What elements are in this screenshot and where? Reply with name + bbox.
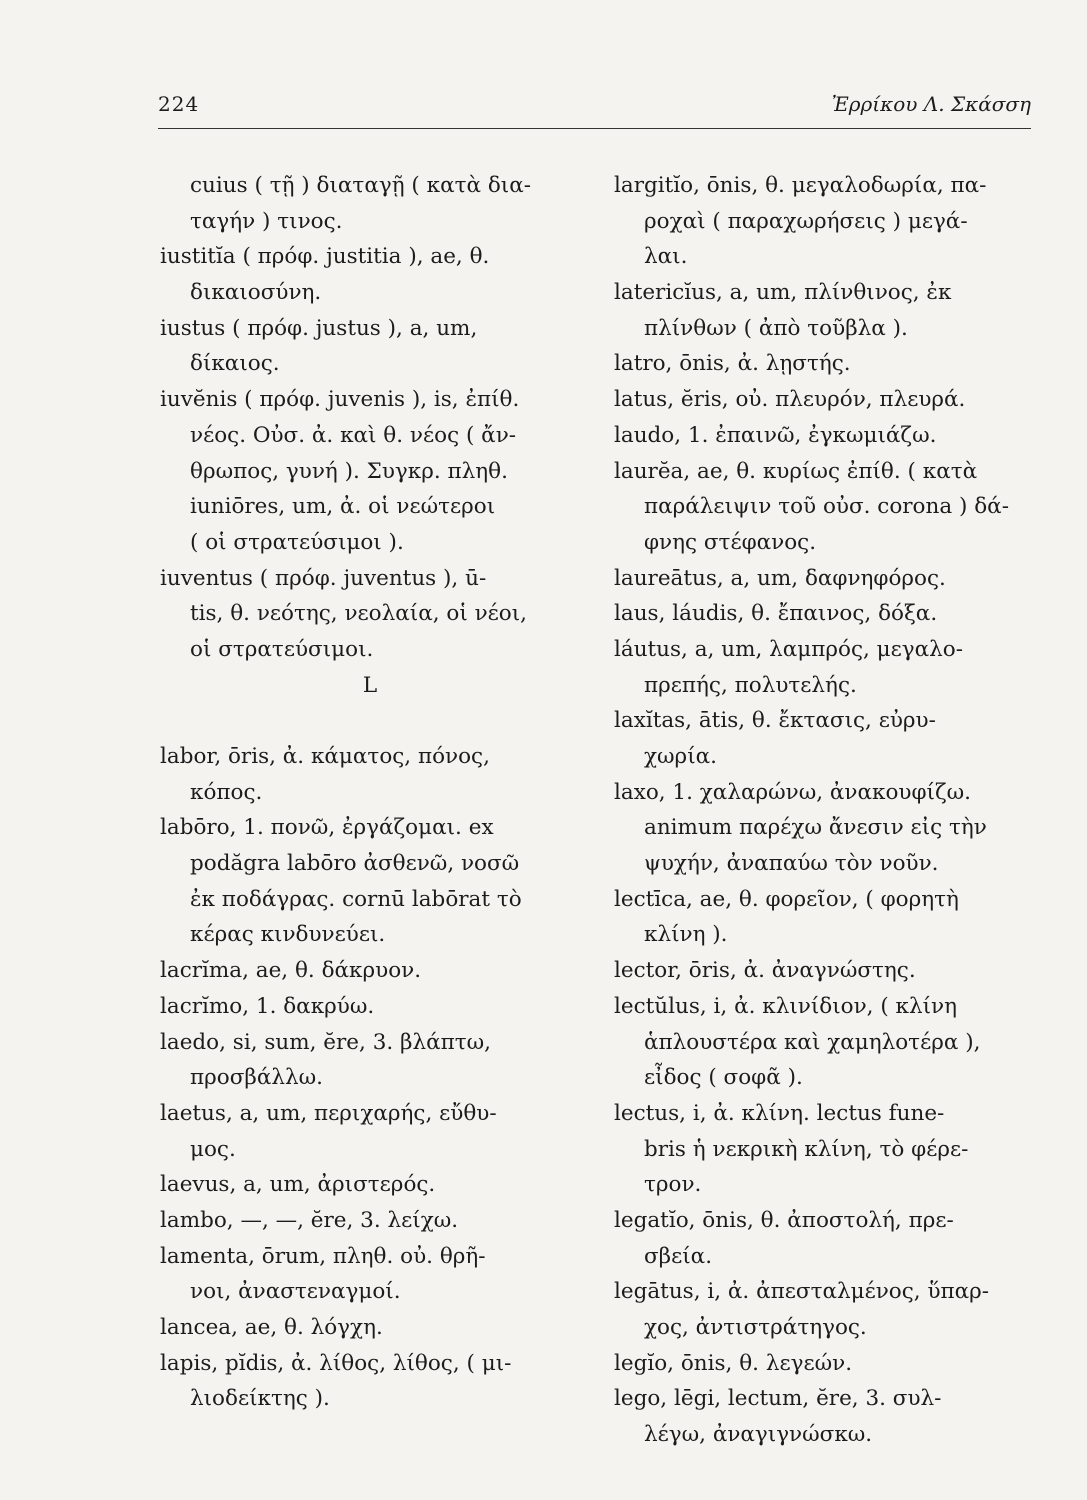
entry-headline: labor, ōris, ἀ. κάματος, πόνος, <box>160 744 490 769</box>
entry-continuation: σβεία. <box>644 1243 713 1269</box>
entry-headline: legatĭo, ōnis, θ. ἀποστολή, πρε- <box>614 1207 954 1233</box>
entry-headline: latro, ōnis, ἀ. λῃστής. <box>614 351 851 377</box>
entry-headline: lacrĭma, ae, θ. δάκρυον. <box>160 958 422 984</box>
entry-headline: legātus, i, ἀ. ἀπεσταλμένος, ὕπαρ- <box>614 1279 990 1305</box>
entry-headline: iustus ( πρόφ. justus ), a, um, <box>160 315 478 341</box>
entry-continuation: φνης στέφανος. <box>644 529 817 555</box>
entry-continuation: μος. <box>190 1136 236 1162</box>
right-column <box>614 168 1034 1453</box>
entry-continuation: tis, θ. νεότης, νεολαία, οἱ νέοι, <box>190 601 528 627</box>
entry-headline: laedo, si, sum, ĕre, 3. βλάπτω, <box>160 1029 492 1055</box>
entry-headline: iuventus ( πρόφ. juventus ), ū- <box>160 565 487 591</box>
entry-continuation: πρεπής, πολυτελής. <box>644 672 857 698</box>
entry-continuation: ψυχήν, ἀναπαύω τὸν νοῦν. <box>644 851 939 877</box>
entry-headline: latus, ĕris, οὐ. πλευρόν, πλευρά. <box>614 387 966 413</box>
entry-continuation: animum παρέχω ἄνεσιν εἰς τὴν <box>644 815 987 841</box>
entry-headline <box>160 703 580 739</box>
entry-continuation: χωρία. <box>644 744 717 769</box>
entry-continuation: νέος. Οὐσ. ἀ. καὶ θ. νέος ( ἄν- <box>190 422 517 448</box>
entry-continuation: εἶδος ( σοφᾶ ). <box>644 1065 803 1091</box>
entry-headline: lectŭlus, i, ἀ. κλινίδιον, ( κλίνη <box>614 993 958 1019</box>
entry-headline: lambo, —, —, ĕre, 3. λείχω. <box>160 1207 459 1233</box>
entry-headline: laetus, a, um, περιχαρής, εὔθυ- <box>160 1100 497 1126</box>
entry-continuation: λιοδείκτης ). <box>190 1386 330 1412</box>
entry-continuation: πλίνθων ( ἀπὸ τοῦβλα ). <box>644 315 908 341</box>
header-rule <box>158 128 1031 129</box>
entry-headline: laus, láudis, θ. ἔπαινος, δόξα. <box>614 601 938 627</box>
entry-continuation: θρωπος, γυνή ). Συγκρ. πληθ. <box>190 458 508 484</box>
entry-headline: laxo, 1. χαλαρώνω, ἀνακουφίζω. <box>614 779 971 805</box>
entry-headline: largitĭo, ōnis, θ. μεγαλοδωρία, πα- <box>614 173 987 198</box>
entry-headline: lacrĭmo, 1. δακρύω. <box>160 993 375 1019</box>
entry-headline: lego, lēgi, lectum, ĕre, 3. συλ- <box>614 1386 942 1412</box>
entry-continuation: κόπος. <box>190 779 263 805</box>
entry-headline: iuvĕnis ( πρόφ. juvenis ), is, ἐπίθ. <box>160 387 520 413</box>
entry-continuation: bris ἡ νεκρικὴ κλίνη, τὸ φέρε- <box>644 1136 969 1162</box>
entry-continuation: τρον. <box>644 1172 702 1198</box>
entry-headline: iustitĭa ( πρόφ. justitia ), ae, θ. <box>160 244 490 270</box>
entry-continuation: podăgra labōro ἀσθενῶ, νοσῶ <box>190 851 520 877</box>
entry-headline: laudo, 1. ἐπαινῶ, ἐγκωμιάζω. <box>614 422 937 448</box>
entry-headline: laxĭtas, ātis, θ. ἔκτασις, εὐρυ- <box>614 708 936 734</box>
page-header <box>158 92 1031 128</box>
entry-continuation: ταγήν ) τινος. <box>190 208 343 234</box>
entry-headline: lector, ōris, ἀ. ἀναγνώστης. <box>614 958 916 984</box>
entry-continuation: παράλειψιν τοῦ οὐσ. corona ) δά- <box>644 494 1009 520</box>
entry-headline: lectus, i, ἀ. κλίνη. lectus fune- <box>614 1100 945 1126</box>
entry-continuation: λέγω, ἀναγιγνώσκω. <box>644 1422 873 1448</box>
entry-continuation: iuniōres, um, ἀ. οἱ νεώτεροι <box>190 494 496 520</box>
entry-headline: legĭo, ōnis, θ. λεγεών. <box>614 1350 853 1376</box>
entry-continuation: ροχαὶ ( παραχωρήσεις ) μεγά- <box>644 208 968 234</box>
entry-headline: labōro, 1. πονῶ, ἐργάζομαι. ex <box>160 815 494 841</box>
running-head: Ἐρρίκου Λ. Σκάσση <box>831 92 1031 116</box>
entry-continuation: δικαιοσύνη. <box>190 280 322 306</box>
entry-continuation: λαι. <box>644 244 688 270</box>
entry-continuation: χος, ἀντιστράτηγος. <box>644 1315 867 1340</box>
entry-headline: lectīca, ae, θ. φορεῖον, ( φορητὴ <box>614 886 959 912</box>
entry-continuation: ( οἱ στρατεύσιμοι ). <box>190 529 404 555</box>
entry-headline: laurĕa, ae, θ. κυρίως ἐπίθ. ( κατὰ <box>614 458 978 484</box>
entry-continuation: οἱ στρατεύσιμοι. <box>190 636 374 662</box>
page-number: 224 <box>158 92 200 116</box>
entry-headline: lamenta, ōrum, πληθ. οὐ. θρῆ- <box>160 1243 486 1269</box>
section-letter: L <box>362 672 378 698</box>
entry-headline: lapis, pĭdis, ἀ. λίθος, λίθος, ( μι- <box>160 1350 512 1376</box>
entry-continuation: ἐκ ποδάγρας. cornū labōrat τὸ <box>190 886 522 912</box>
entry-headline: láutus, a, um, λαμπρός, μεγαλο- <box>614 636 963 662</box>
entry-headline: lancea, ae, θ. λόγχη. <box>160 1315 383 1340</box>
entry-continuation: cuius ( τῇ ) διαταγῇ ( κατὰ δια- <box>190 173 531 198</box>
entry-headline: laevus, a, um, ἀριστερός. <box>160 1172 436 1198</box>
entry-continuation: κλίνη ). <box>644 922 728 948</box>
entry-continuation: κέρας κινδυνεύει. <box>190 922 386 948</box>
entry-headline: latericĭus, a, um, πλίνθινος, ἐκ <box>614 280 952 306</box>
entry-continuation: δίκαιος. <box>190 351 280 377</box>
left-column <box>160 168 580 1417</box>
entry-continuation: προσβάλλω. <box>190 1065 323 1091</box>
entry-continuation: ἁπλουστέρα καὶ χαμηλοτέρα ), <box>644 1029 981 1055</box>
entry-continuation: νοι, ἀναστεναγμοί. <box>190 1279 401 1305</box>
entry-headline: laureātus, a, um, δαφνηφόρος. <box>614 565 946 591</box>
